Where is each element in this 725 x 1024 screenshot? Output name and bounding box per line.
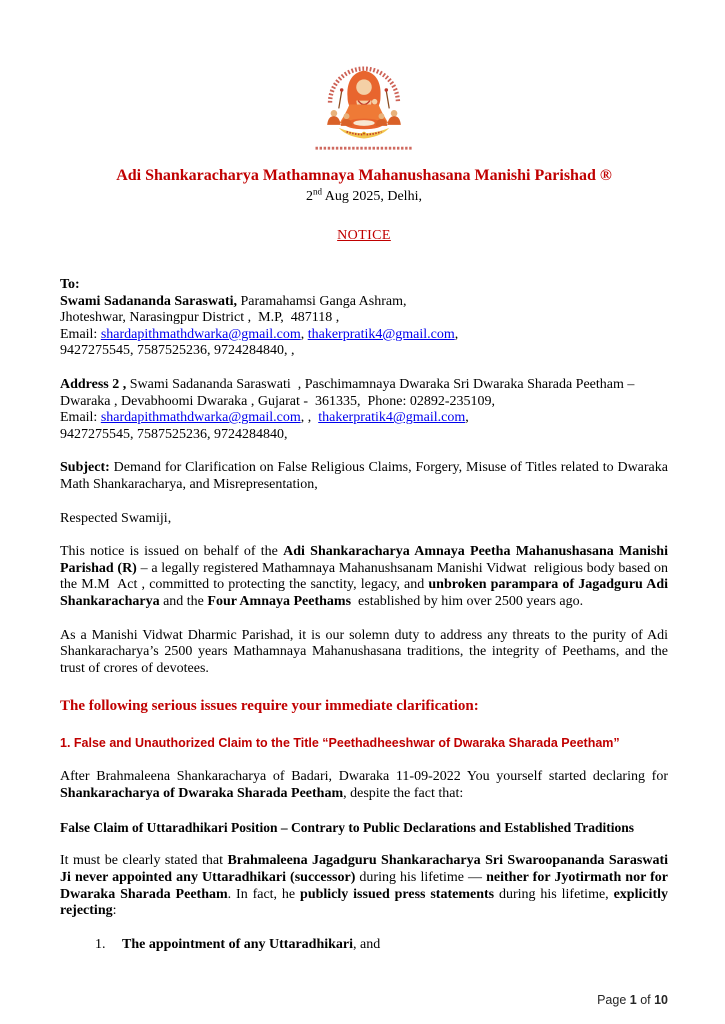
list-item-text: The appointment of any Uttaradhikari, and — [122, 936, 381, 952]
recipient-name-line: Swami Sadananda Saraswati, Paramahamsi Ganga Ashram, — [60, 293, 407, 309]
address2-line-1: Address 2 , Swami Sadananda Saraswati , Paschimamnaya Dwaraka Sri Dwaraka Sharada Peetham – — [60, 376, 635, 392]
issue1-paragraph: After Brahmaleena Shankaracharya of Badari, Dwaraka 11-09-2022 You yourself started declaring for Shankaracharya of Dwaraka Sharada Peetham, despite the fact that: — [60, 769, 672, 801]
email-link[interactable]: shardapithmathdwarka@gmail.com — [100, 326, 301, 342]
duty-paragraph: As a Manishi Vidwat Dharmic Parishad, it is our solemn duty to address any threats to the purity of Adi Shankaracharya’s 2500 years Mathamnaya Mahanushasana traditions, the integrity of Peethams, and the trust of crores of devotees. — [60, 627, 672, 676]
recipient-email-line: Email: shardapithmathdwarka@gmail.com, thakerpratik4@gmail.com, — [60, 326, 459, 342]
address2-block — [60, 377, 668, 443]
issues-heading: The following serious issues require your immediate clarification: — [60, 698, 479, 715]
logo-banner — [339, 128, 389, 139]
list-item-1 — [60, 937, 668, 954]
subject-line: Subject: Demand for Clarification on False Religious Claims, Forgery, Misuse of Titles related to Dwaraka Math Shankaracharya, and Misrepresentation, — [60, 460, 672, 492]
parishad-logo — [304, 58, 424, 160]
notice-heading: NOTICE — [337, 228, 391, 243]
address2-phone-line: 9427275545, 7587525236, 9724284840, — [60, 426, 288, 442]
salutation: Respected Swamiji, — [60, 510, 172, 526]
shankaracharya-emblem-icon — [304, 58, 424, 155]
address2-email-line: Email: shardapithmathdwarka@gmail.com, , thakerpratik4@gmail.com, — [60, 410, 469, 426]
email-link[interactable]: shardapithmathdwarka@gmail.com — [100, 410, 301, 426]
issue1-heading: 1. False and Unauthorized Claim to the Title “Peethadheeshwar of Dwaraka Sharada Peetham” — [60, 736, 620, 751]
email-link[interactable]: thakerpratik4@gmail.com — [318, 410, 466, 426]
uttaradhikari-paragraph: It must be clearly stated that Brahmaleena Jagadguru Shankaracharya Sri Swaroopananda Saraswati Ji never appointed any Uttaradhikari (successor) during his lifetime — neither for Jyotirmath nor for Dwaraka Sharada Peetham. In fact, he publicly issued press statements during his lifetime, explicitly rejecting: — [60, 853, 672, 919]
date-line: 2nd Aug 2025, Delhi, — [306, 186, 422, 204]
recipient-block — [60, 277, 668, 360]
intro-paragraph: This notice is issued on behalf of the Adi Shankaracharya Amnaya Peetha Mahanushasana Manishi Parishad (R) – a legally registered Mathamnaya Mahanushsanam Manishi Vidwat religious body based on the M.M Act , committed to protecting the sanctity, legacy, and unbroken parampara of Jagadguru Adi Shankaracharya and the Four Amnaya Peethams established by him over 2500 years ago. — [60, 544, 672, 609]
recipient-address-line: Jhoteshwar, Narasingpur District , M.P, 487118 , — [60, 310, 340, 326]
organization-title: Adi Shankaracharya Mathamnaya Mahanushasana Manishi Parishad ® — [116, 167, 612, 184]
page-footer: Page 1 of 10 — [597, 993, 668, 1007]
list-item-number: 1. — [95, 936, 106, 952]
to-label: To: — [60, 277, 80, 292]
email-link[interactable]: thakerpratik4@gmail.com — [307, 326, 455, 342]
false-claim-heading: False Claim of Uttaradhikari Position – Contrary to Public Declarations and Established Traditions — [60, 820, 635, 836]
address2-line-2: Dwaraka , Devabhoomi Dwaraka , Gujarat - 361335, Phone: 02892-235109, — [60, 393, 496, 409]
recipient-phone-line: 9427275545, 7587525236, 9724284840, , — [60, 343, 295, 359]
